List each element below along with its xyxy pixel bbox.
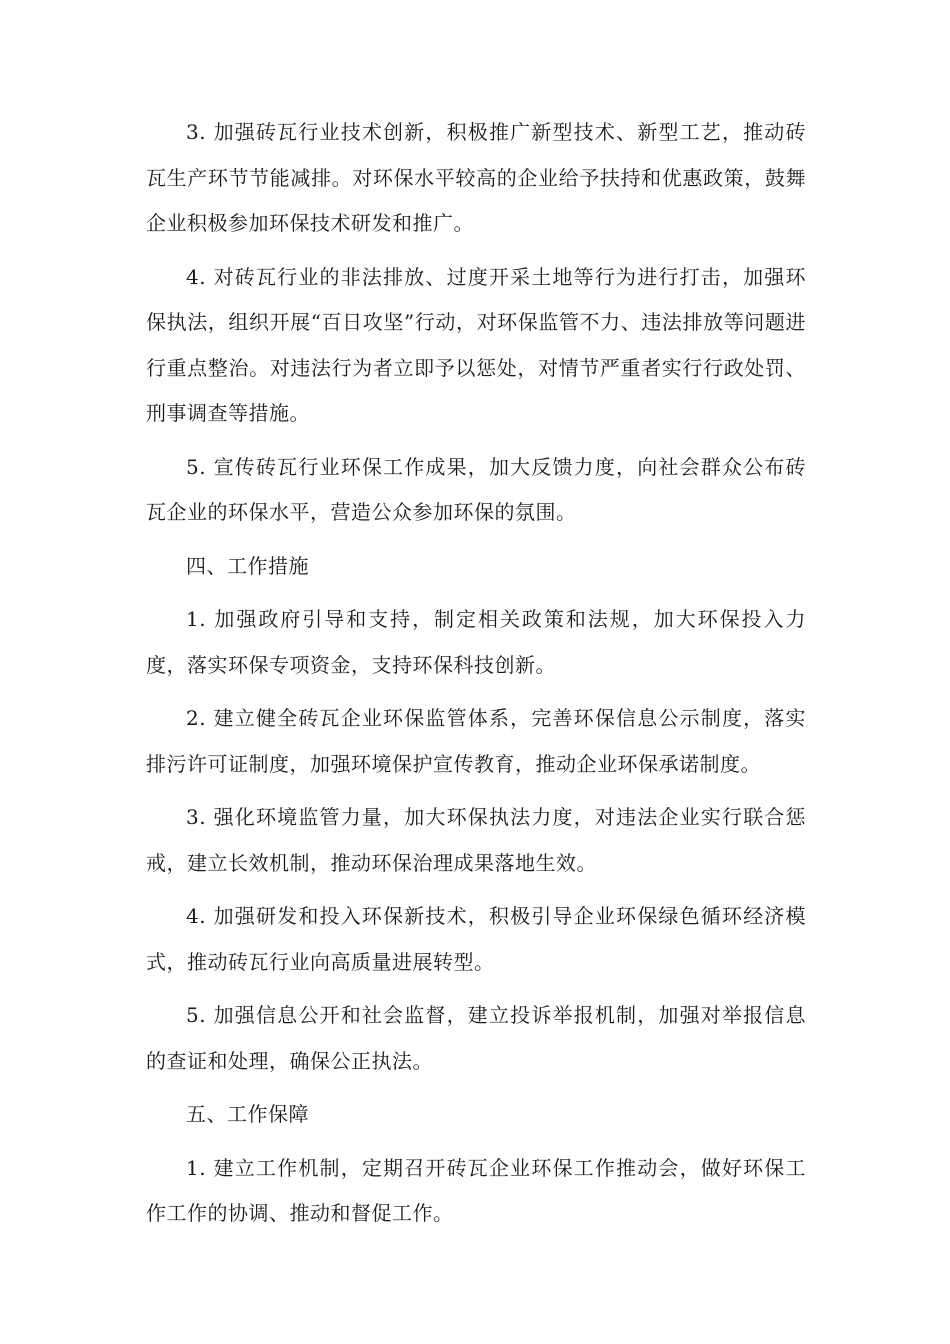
section-heading-guarantee: 五、工作保障 — [186, 1102, 309, 1126]
paragraph-measure-1: 1. 加强政府引导和支持，制定相关政策和法规，加大环保投入力度，落实环保专项资金，支持环保科技创新。 — [146, 607, 806, 677]
section-heading-measures: 四、工作措施 — [186, 553, 309, 578]
paragraph-measure-2: 2. 建立健全砖瓦企业环保监管体系，完善环保信息公示制度，落实排污许可证制度，加强环境保护宣传教育，推动企业环保承诺制度。 — [146, 706, 806, 776]
paragraph-guarantee-1: 1. 建立工作机制，定期召开砖瓦企业环保工作推动会，做好环保工作工作的协调、推动和督促工作。 — [146, 1155, 806, 1225]
paragraph-item-4-enforcement: 4. 对砖瓦行业的非法排放、过度开采土地等行为进行打击，加强环保执法，组织开展“百日攻坚”行动，对环保监管不力、违法排放等问题进行重点整治。对违法行为者立即予以惩处，对情节严重者实行行政处罚、刑事调查等措施。 — [146, 264, 806, 425]
paragraph-measure-4: 4. 加强研发和投入环保新技术，积极引导企业环保绿色循环经济模式，推动砖瓦行业向高质量进展转型。 — [146, 904, 806, 974]
paragraph-item-5-publicity: 5. 宣传砖瓦行业环保工作成果，加大反馈力度，向社会群众公布砖瓦企业的环保水平，营造公众参加环保的氛围。 — [146, 454, 806, 524]
document-body — [146, 110, 806, 1245]
paragraph-measure-5: 5. 加强信息公开和社会监督，建立投诉举报机制，加强对举报信息的查证和处理，确保公正执法。 — [146, 1003, 806, 1073]
paragraph-item-3-tech-innovation: 3. 加强砖瓦行业技术创新，积极推广新型技术、新型工艺，推动砖瓦生产环节节能减排。对环保水平较高的企业给予扶持和优惠政策，鼓舞企业积极参加环保技术研发和推广。 — [146, 120, 806, 235]
paragraph-measure-3: 3. 强化环境监管力量，加大环保执法力度，对违法企业实行联合惩戒，建立长效机制，推动环保治理成果落地生效。 — [146, 805, 806, 875]
